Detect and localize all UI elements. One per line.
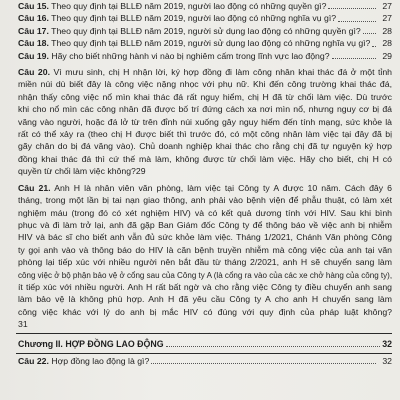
chapter-heading — [16, 338, 392, 350]
question-text: quyền từ chối làm việc không? — [18, 166, 136, 177]
leader-dots — [166, 346, 381, 347]
toc-entry — [16, 50, 392, 62]
question-number: Câu 16. — [18, 13, 49, 24]
text-line — [18, 91, 392, 103]
question-text: nhận thấy công việc nổ mìn khai thác đá rất nguy hiểm, chị H đã từ chối làm việc. Dù trước — [18, 91, 392, 102]
page-number: 28 — [382, 25, 392, 36]
leader-dots — [338, 21, 376, 22]
question-number: Câu 19. — [18, 50, 49, 61]
text-line — [18, 244, 392, 256]
leader-dots — [151, 363, 376, 364]
question-title: Theo quy định tại BLLĐ năm 2019, người sử dụng lao động có những nghĩa vụ gì? — [51, 38, 371, 49]
text-line — [18, 128, 392, 140]
toc-entry — [16, 25, 392, 37]
text-line — [18, 140, 392, 152]
question-number: Câu 21. — [18, 182, 51, 193]
question-text: tháng, trong một lần bị tai nạn giao thông, anh phải vào bệnh viện để phẫu thuật, có làm xét — [18, 195, 392, 206]
question-text: phòng lại tiếp xúc với nhiều người nên bắt đầu từ tháng 2/2021, anh H sẽ chuyển sang làm — [18, 257, 392, 268]
question-title: Hãy cho biết những hành vi nào bị nghiêm cấm trong lĩnh vực lao động? — [51, 50, 330, 61]
page-number: 29 — [135, 166, 146, 177]
text-line — [18, 153, 392, 165]
question-text: ít tiếp xúc với nhiều người. Anh H rất bất ngờ và cho rằng việc Công ty điều chuyển anh sang — [18, 281, 392, 292]
toc-entry-text — [18, 50, 330, 62]
toc-entries-top — [16, 0, 392, 62]
question-number: Câu 22. — [18, 355, 49, 366]
toc-entry-text — [18, 25, 361, 37]
chapter-page: 32 — [382, 338, 392, 349]
question-text: công việc khác với lý do anh bị mắc HIV có đúng với quy định của pháp luật không? — [18, 306, 392, 317]
toc-entry-q21 — [16, 182, 392, 331]
text-line — [18, 103, 392, 115]
text-line — [18, 78, 392, 90]
leader-dots — [372, 46, 376, 47]
question-title: Theo quy định tại BLLĐ năm 2019, người lao động có những quyền gì? — [51, 1, 327, 11]
text-line — [18, 269, 392, 281]
leader-dots — [363, 33, 376, 34]
toc-entry — [16, 12, 392, 24]
question-number: Câu 18. — [18, 38, 49, 49]
text-line — [18, 256, 392, 268]
question-text: phục và đi làm trở lại, anh đã gặp Ban Giám đốc Công ty để thông báo về việc anh bị nhiễm — [18, 219, 392, 230]
toc-entries-bottom — [16, 355, 392, 367]
question-text: làm bảo vệ là không phù hợp. Anh H đã yêu cầu Công ty A cho anh H chuyển sang làm — [18, 294, 392, 305]
text-line — [18, 66, 392, 78]
question-title: Hợp đồng lao động là gì? — [51, 355, 150, 366]
text-line — [18, 281, 392, 293]
toc-entry-text — [18, 12, 336, 24]
toc-entry — [16, 355, 392, 367]
question-text: Vì mưu sinh, chị H nhận lời, ký hợp đồng đi làm công nhân khai thác đá ở một tỉnh — [53, 67, 392, 78]
toc-entry-q20 — [16, 66, 392, 178]
page-number: 28 — [382, 38, 392, 49]
question-text: khi cho nổ mìn các công nhân đã được bố trí đứng cách xa nơi mìn nổ, nhưng nguy cơ bị đá — [18, 104, 392, 115]
text-line — [18, 231, 392, 243]
question-text: rất có thể xảy ra (theo chị H được biết thì trước đó, có một công nhân làm việc tại đây đã bị — [18, 129, 392, 140]
text-line — [18, 293, 392, 305]
question-title: Theo quy định tại BLLĐ năm 2019, người sử dụng lao động có những quyền gì? — [51, 25, 361, 36]
question-number: Câu 17. — [18, 25, 49, 36]
question-text: gãy chân do bị đá văng vào). Chủ doanh nghiệp khai thác cho rằng chị đã tự nguyện ký hợp — [18, 141, 392, 152]
toc-entry-text — [18, 0, 326, 12]
toc-entry — [16, 37, 392, 49]
divider — [16, 333, 392, 334]
page-number: 29 — [382, 50, 392, 61]
page-number: 27 — [382, 1, 392, 11]
toc-entry-text — [18, 355, 149, 367]
text-line — [18, 116, 392, 128]
page-number: 31 — [18, 319, 28, 330]
question-text: nghiệm máu (trong đó có xét nghiệm HIV) và có kết quả dương tính với HIV. Sau khi bình — [18, 207, 392, 218]
question-text: Anh H là nhân viên văn phòng, làm việc tại Công ty A được 10 năm. Cách đây 6 — [54, 182, 392, 193]
page-number: 27 — [382, 13, 392, 24]
text-line-last — [18, 165, 392, 177]
text-line — [18, 182, 392, 194]
leader-dots — [328, 8, 376, 9]
question-number: Câu 20. — [18, 67, 51, 78]
page-number: 32 — [382, 355, 392, 366]
question-number: Câu 15. — [18, 1, 49, 11]
question-text: ty gọi anh vào và thông báo do HIV là căn bệnh truyền nhiễm mà công việc của anh tại văn — [18, 244, 392, 255]
text-line-last — [18, 318, 392, 330]
question-text: miền núi dù biết đây là công việc nặng nhọc với phụ nữ. Khi đến công trường khai thác đá, — [18, 79, 392, 90]
text-line — [18, 194, 392, 206]
leader-dots — [332, 58, 376, 59]
question-text: HIV và bác sĩ cho biết anh vẫn đủ sức khỏe làm việc. Tháng 1/2021, Chánh Văn phòng Công — [18, 232, 392, 243]
text-line — [18, 219, 392, 231]
question-title: Theo quy định tại BLLĐ năm 2019, người lao động có những nghĩa vụ gì? — [51, 13, 337, 24]
text-line — [18, 306, 392, 318]
toc-entry-text — [18, 37, 370, 49]
question-text: đồng khai thác đá thì cứ thế mà làm, không được từ chối làm việc. Hãy cho biết, chị H có — [18, 153, 392, 164]
text-line — [18, 207, 392, 219]
question-text: văng vào người, hoặc đá lở từ trên đỉnh núi xuống gây nguy hiểm đến tính mạng, sức khỏe là — [18, 116, 392, 127]
question-text: công việc ở bộ phận bảo vệ ở cổng sau của Công ty A (là cổng ra vào của các xe chở hàng của công ty), — [18, 269, 393, 280]
toc-entry — [16, 0, 392, 12]
toc-content — [16, 0, 392, 367]
chapter-label: Chương II. HỢP ĐỒNG LAO ĐỘNG — [18, 338, 164, 349]
divider — [16, 353, 392, 354]
